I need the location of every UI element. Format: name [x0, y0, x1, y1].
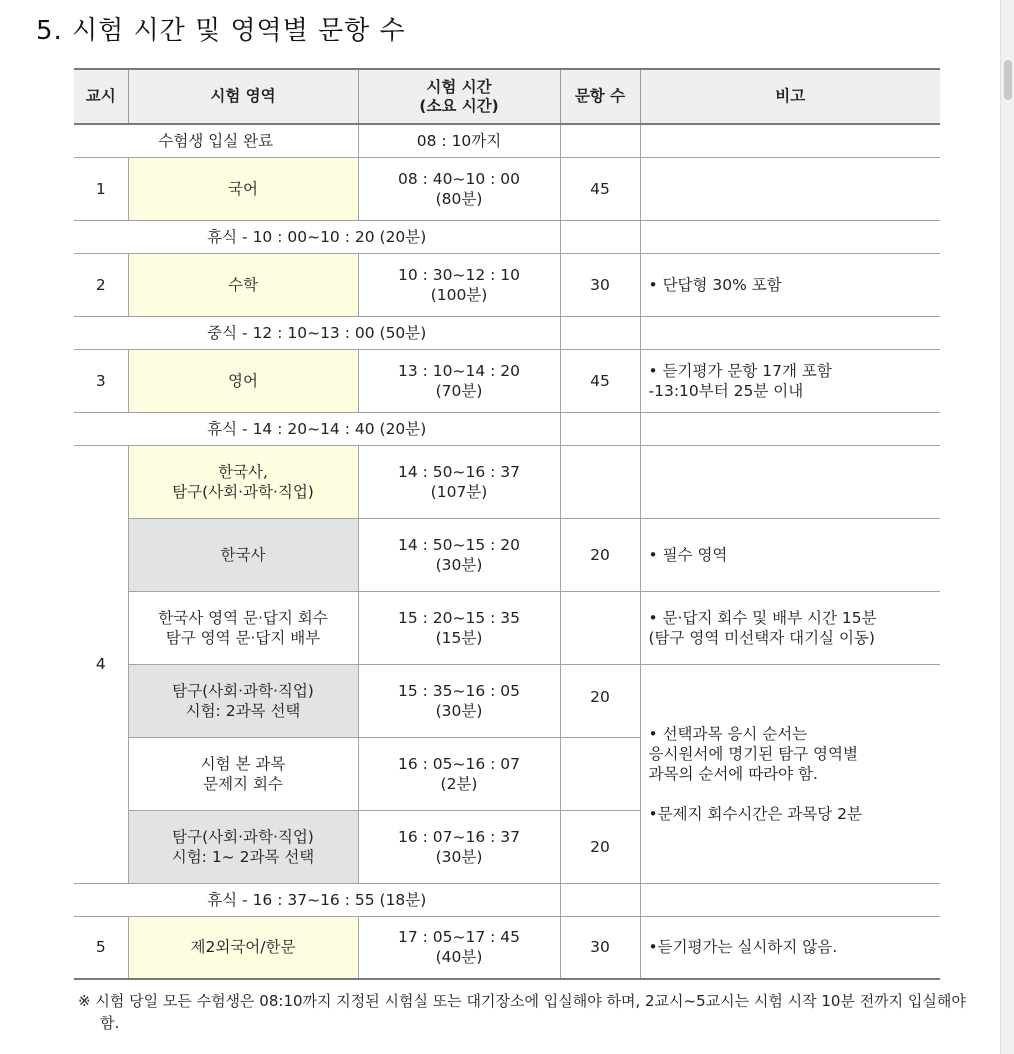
collect-area: 한국사 영역 문·답지 회수 탐구 영역 문·답지 배부 [128, 591, 358, 664]
entry-count [560, 124, 640, 157]
break3-count [560, 883, 640, 916]
break1-note [640, 220, 940, 253]
table-row-break3 [74, 883, 940, 916]
header-count: 문항 수 [560, 69, 640, 124]
korean-time: 08 : 40~10 : 00 (80분) [358, 157, 560, 220]
inquiry1-time: 15 : 35~16 : 05 (30분) [358, 664, 560, 737]
table-row-foreign [74, 916, 940, 979]
table-row-math [74, 253, 940, 316]
korean-count: 45 [560, 157, 640, 220]
table-row-inquiry1 [74, 664, 940, 737]
table-row-break1 [74, 220, 940, 253]
collect-time: 15 : 20~15 : 35 (15분) [358, 591, 560, 664]
math-time: 10 : 30~12 : 10 (100분) [358, 253, 560, 316]
inquiry1-area: 탐구(사회·과학·직업) 시험: 2과목 선택 [128, 664, 358, 737]
math-area: 수학 [128, 253, 358, 316]
math-period: 2 [74, 253, 128, 316]
header-area: 시험 영역 [128, 69, 358, 124]
english-area: 영어 [128, 349, 358, 412]
p4-main-count [560, 445, 640, 518]
collect2-count [560, 737, 640, 810]
table-row-break2 [74, 412, 940, 445]
korean-area: 국어 [128, 157, 358, 220]
table-row-history [74, 518, 940, 591]
entry-note [640, 124, 940, 157]
table-row-collect [74, 591, 940, 664]
collect-note: • 문·답지 회수 및 배부 시간 15분 (탐구 영역 미선택자 대기실 이동) [640, 591, 940, 664]
break2-note [640, 412, 940, 445]
math-note: • 단답형 30% 포함 [640, 253, 940, 316]
english-period: 3 [74, 349, 128, 412]
foreign-count: 30 [560, 916, 640, 979]
foreign-note: •듣기평가는 실시하지 않음. [640, 916, 940, 979]
table-header-row [74, 69, 940, 124]
exam-schedule-table [74, 68, 940, 980]
lunch-note [640, 316, 940, 349]
inquiry2-time: 16 : 07~16 : 37 (30분) [358, 810, 560, 883]
break3-note [640, 883, 940, 916]
collect2-area: 시험 본 과목 문제지 회수 [128, 737, 358, 810]
scrollbar-thumb[interactable] [1004, 60, 1012, 100]
break2-count [560, 412, 640, 445]
entry-label: 수험생 입실 완료 [74, 124, 358, 157]
table-row-p4-main [74, 445, 940, 518]
foreign-area: 제2외국어/한문 [128, 916, 358, 979]
collect2-time: 16 : 05~16 : 07 (2분) [358, 737, 560, 810]
history-count: 20 [560, 518, 640, 591]
inquiry2-area: 탐구(사회·과학·직업) 시험: 1~ 2과목 선택 [128, 810, 358, 883]
table-row-korean [74, 157, 940, 220]
break2-label: 휴식 - 14 : 20~14 : 40 (20분) [74, 412, 560, 445]
history-note: • 필수 영역 [640, 518, 940, 591]
table-row-entry [74, 124, 940, 157]
inquiry1-count: 20 [560, 664, 640, 737]
header-time: 시험 시간 (소요 시간) [358, 69, 560, 124]
p4-main-time: 14 : 50~16 : 37 (107분) [358, 445, 560, 518]
p4-main-area: 한국사, 탐구(사회·과학·직업) [128, 445, 358, 518]
break3-label: 휴식 - 16 : 37~16 : 55 (18분) [74, 883, 560, 916]
lunch-label: 중식 - 12 : 10~13 : 00 (50분) [74, 316, 560, 349]
break1-label: 휴식 - 10 : 00~10 : 20 (20분) [74, 220, 560, 253]
p4-main-note [640, 445, 940, 518]
table-row-english [74, 349, 940, 412]
lunch-count [560, 316, 640, 349]
entry-time: 08 : 10까지 [358, 124, 560, 157]
foreign-time: 17 : 05~17 : 45 (40분) [358, 916, 560, 979]
english-time: 13 : 10~14 : 20 (70분) [358, 349, 560, 412]
footnote: ※ 시험 당일 모든 수험생은 08:10까지 지정된 시험실 또는 대기장소에 입실해야 하며, 2교시~5교시는 시험 시작 10분 전까지 입실해야 함. [78, 992, 966, 1032]
korean-note [640, 157, 940, 220]
vertical-scrollbar[interactable] [1000, 0, 1014, 1054]
collect-count [560, 591, 640, 664]
page-title: 5. 시험 시간 및 영역별 문항 수 [36, 16, 406, 46]
english-note: • 듣기평가 문항 17개 포함 -13:10부터 25분 이내 [640, 349, 940, 412]
english-count: 45 [560, 349, 640, 412]
break1-count [560, 220, 640, 253]
history-area: 한국사 [128, 518, 358, 591]
inquiry2-count: 20 [560, 810, 640, 883]
header-period: 교시 [74, 69, 128, 124]
korean-period: 1 [74, 157, 128, 220]
math-count: 30 [560, 253, 640, 316]
history-time: 14 : 50~15 : 20 (30분) [358, 518, 560, 591]
inquiry-merged-note: • 선택과목 응시 순서는 응시원서에 명기된 탐구 영역별 과목의 순서에 따라야 함. •문제지 회수시간은 과목당 2분 [640, 664, 940, 883]
header-remarks: 비고 [640, 69, 940, 124]
p4-period: 4 [74, 445, 128, 883]
table-row-lunch [74, 316, 940, 349]
foreign-period: 5 [74, 916, 128, 979]
